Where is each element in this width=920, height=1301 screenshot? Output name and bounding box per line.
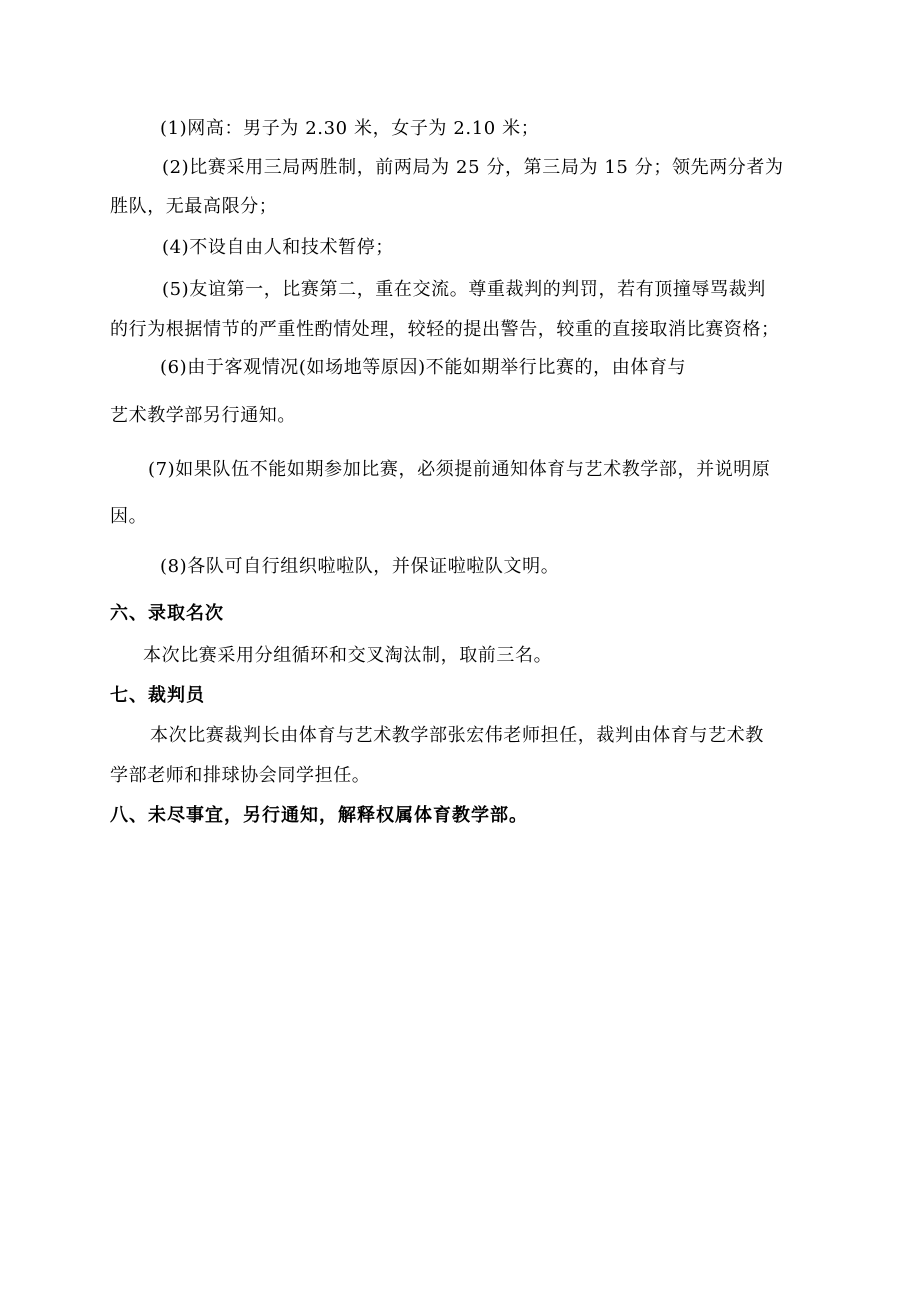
rule-6-line-1: (6)由于客观情况(如场地等原因)不能如期举行比赛的，由体育与 xyxy=(160,357,687,378)
rule-2-line-2: 胜队，无最高限分； xyxy=(110,196,278,217)
section-7-body-line-1: 本次比赛裁判长由体育与艺术教学部张宏伟老师担任，裁判由体育与艺术教 xyxy=(150,725,764,746)
rule-1: (1)网高：男子为 2.30 米，女子为 2.10 米； xyxy=(160,118,540,139)
section-7-body-line-2: 学部老师和排球协会同学担任。 xyxy=(110,765,371,786)
rule-5-line-2: 的行为根据情节的严重性酌情处理，较轻的提出警告，较重的直接取消比赛资格； xyxy=(110,319,780,340)
section-6-heading: 六、录取名次 xyxy=(110,603,224,624)
rule-6-line-2: 艺术教学部另行通知。 xyxy=(110,405,296,426)
rule-8: (8)各队可自行组织啦啦队，并保证啦啦队文明。 xyxy=(160,556,560,577)
section-8-heading: 八、未尽事宜，另行通知，解释权属体育教学部。 xyxy=(110,805,528,826)
rule-4: (4)不设自由人和技术暂停； xyxy=(162,237,394,258)
section-7-heading: 七、裁判员 xyxy=(110,685,205,706)
rule-7-line-1: (7)如果队伍不能如期参加比赛，必须提前通知体育与艺术教学部，并说明原 xyxy=(148,459,771,480)
rule-7-line-2: 因。 xyxy=(110,506,148,527)
rule-2-line-1: (2)比赛采用三局两胜制，前两局为 25 分，第三局为 15 分；领先两分者为 xyxy=(162,157,784,178)
section-6-body: 本次比赛采用分组循环和交叉淘汰制，取前三名。 xyxy=(143,645,553,666)
rule-5-line-1: (5)友谊第一，比赛第二，重在交流。尊重裁判的判罚，若有顶撞辱骂裁判 xyxy=(162,279,766,300)
